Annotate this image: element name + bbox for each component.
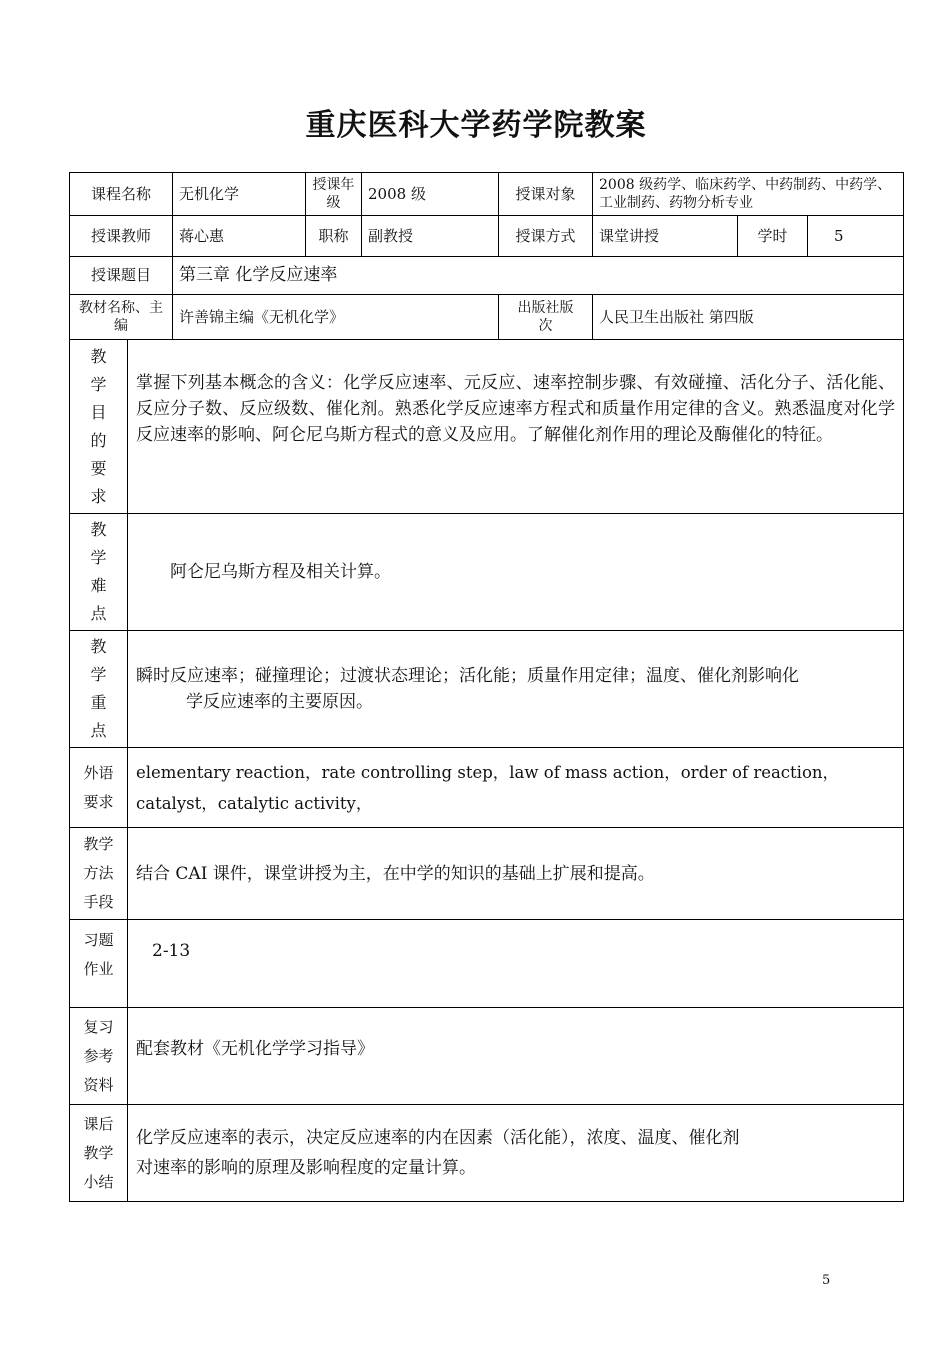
rank-value: 副教授: [362, 216, 499, 257]
difficulty-label: 教 学 难 点: [70, 514, 128, 631]
teaching-method-label: 教学 方法 手段: [70, 828, 128, 920]
row-homework: [70, 920, 904, 1008]
topic-label: 授课题目: [70, 257, 173, 295]
key-points-text: [128, 631, 904, 748]
summary-label: 课后 教学 小结: [70, 1105, 128, 1202]
textbook-value: 许善锦主编《无机化学》: [173, 295, 499, 340]
hours-label: 学时: [738, 216, 808, 257]
homework-label: 习题 作业: [70, 920, 128, 1008]
row-review: [70, 1008, 904, 1105]
key-points-line1: 瞬时反应速率；碰撞理论；过渡状态理论；活化能；质量作用定律；温度、催化剂影响化: [136, 666, 799, 686]
publisher-value: 人民卫生出版社 第四版: [593, 295, 904, 340]
row-textbook: [70, 295, 904, 340]
review-text: 配套教材《无机化学学习指导》: [128, 1008, 904, 1105]
row-teacher: [70, 216, 904, 257]
row-foreign: [70, 748, 904, 828]
difficulty-text: 阿仑尼乌斯方程及相关计算。: [128, 514, 904, 631]
grade-label: 授课年级: [306, 173, 362, 216]
homework-text: 2-13: [128, 920, 904, 1008]
row-difficulty: [70, 514, 904, 631]
key-points-label: 教 学 重 点: [70, 631, 128, 748]
target-label: 授课对象: [499, 173, 593, 216]
row-summary: [70, 1105, 904, 1202]
method-value: 课堂讲授: [593, 216, 738, 257]
hours-value: 5: [808, 216, 904, 257]
row-course: [70, 173, 904, 216]
summary-line1: 化学反应速率的表示，决定反应速率的内在因素（活化能），浓度、温度、催化剂: [136, 1128, 740, 1148]
key-points-line2: 学反应速率的主要原因。: [186, 692, 373, 712]
teacher-label: 授课教师: [70, 216, 173, 257]
topic-value: 第三章 化学反应速率: [173, 257, 904, 295]
row-teaching-method: [70, 828, 904, 920]
review-label: 复习 参考 资料: [70, 1008, 128, 1105]
row-key-points: [70, 631, 904, 748]
publisher-label: 出版社版次: [499, 295, 593, 340]
goal-text: 掌握下列基本概念的含义：化学反应速率、元反应、速率控制步骤、有效碰撞、活化分子、活化能、反应分子数、反应级数、催化剂。熟悉化学反应速率方程式和质量作用定律的含义。熟悉温度对化学反应速率的影响、阿仑尼乌斯方程式的意义及应用。了解催化剂作用的理论及酶催化的特征。: [128, 340, 904, 514]
foreign-label: 外语 要求: [70, 748, 128, 828]
rank-label: 职称: [306, 216, 362, 257]
method-label: 授课方式: [499, 216, 593, 257]
grade-value: 2008 级: [362, 173, 499, 216]
summary-text: [128, 1105, 904, 1202]
row-goal: [70, 340, 904, 514]
summary-line2: 对速率的影响的原理及影响程度的定量计算。: [136, 1158, 476, 1178]
lesson-plan-table: [69, 172, 904, 1202]
page-title: 重庆医科大学药学院教案: [305, 108, 647, 143]
row-topic: [70, 257, 904, 295]
course-value: 无机化学: [173, 173, 306, 216]
course-label: 课程名称: [70, 173, 173, 216]
goal-label: 教 学 目 的 要 求: [70, 340, 128, 514]
page-number: 5: [822, 1273, 831, 1288]
textbook-label: 教材名称、主编: [70, 295, 173, 340]
teacher-value: 蒋心惠: [173, 216, 306, 257]
foreign-text: elementary reaction，rate controlling step，law of mass action，order of reaction，catalyst，catalytic activity，: [128, 748, 904, 828]
target-value: 2008 级药学、临床药学、中药制药、中药学、工业制药、药物分析专业: [593, 173, 904, 216]
teaching-method-text: 结合 CAI 课件，课堂讲授为主，在中学的知识的基础上扩展和提高。: [128, 828, 904, 920]
